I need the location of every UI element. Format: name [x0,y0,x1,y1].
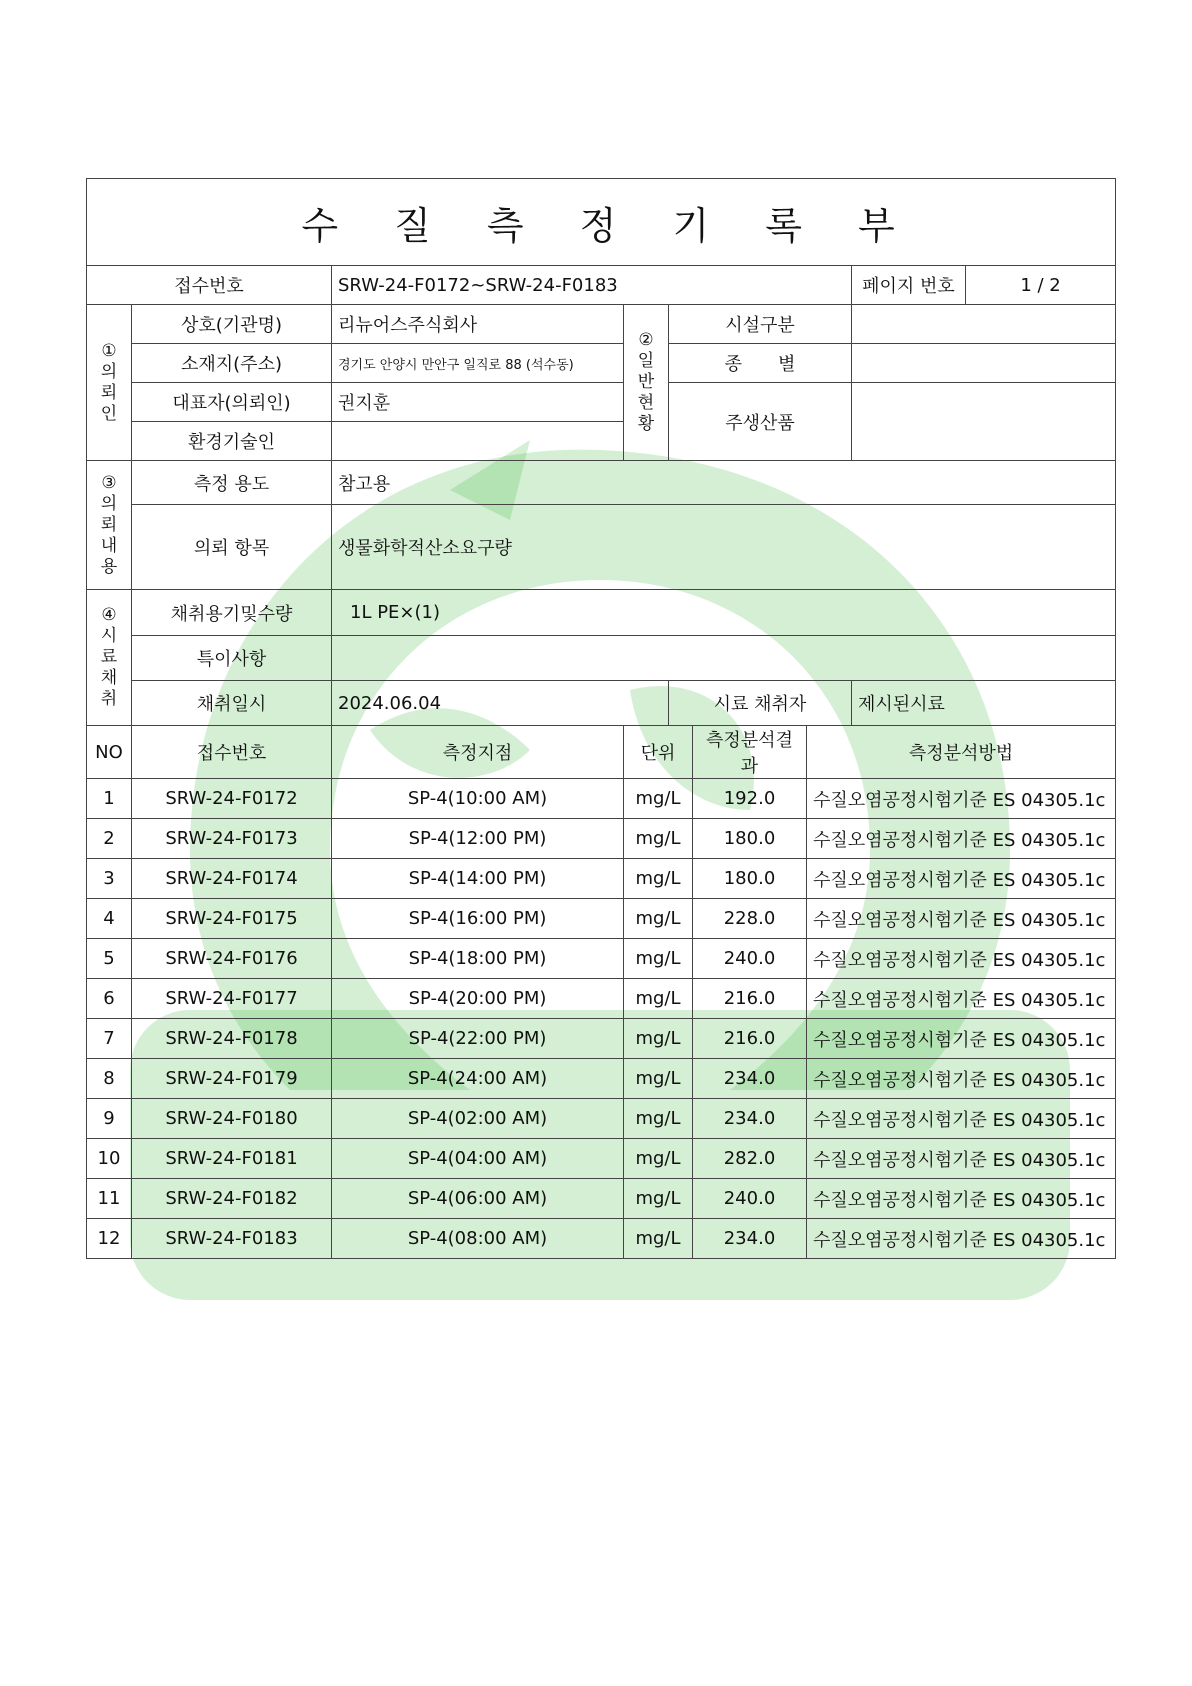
row-receipt-number: SRW-24-F0172 [132,779,332,819]
row-result: 192.0 [693,779,807,819]
row-result: 180.0 [693,819,807,859]
row-measuring-point: SP-4(12:00 PM) [332,819,624,859]
document-title: 수 질 측 정 기 록 부 [87,179,1116,266]
address-label: 소재지(주소) [132,344,332,383]
container-value: 1L PE×(1) [332,590,1116,636]
client-section-label: ① 의 뢰 인 [87,305,132,461]
table-row [87,1219,1116,1259]
row-result: 240.0 [693,939,807,979]
row-method: 수질오염공정시험기준 ES 04305.1c [807,779,1116,819]
row-measuring-point: SP-4(20:00 PM) [332,979,624,1019]
row-method: 수질오염공정시험기준 ES 04305.1c [807,979,1116,1019]
request-item-value: 생물화학적산소요구량 [332,505,1116,590]
row-measuring-point: SP-4(06:00 AM) [332,1179,624,1219]
row-receipt-number: SRW-24-F0176 [132,939,332,979]
sampler-value: 제시된시료 [852,681,1116,726]
row-unit: mg/L [624,1219,693,1259]
row-no: 3 [87,859,132,899]
row-method: 수질오염공정시험기준 ES 04305.1c [807,1139,1116,1179]
table-row [87,1179,1116,1219]
category-value [852,344,1116,383]
table-row [87,1139,1116,1179]
row-measuring-point: SP-4(14:00 PM) [332,859,624,899]
row-result: 234.0 [693,1219,807,1259]
receipt-number-label: 접수번호 [87,266,332,305]
row-measuring-point: SP-4(18:00 PM) [332,939,624,979]
row-result: 180.0 [693,859,807,899]
header-receipt-number: 접수번호 [132,726,332,779]
row-no: 10 [87,1139,132,1179]
table-row [87,819,1116,859]
row-result: 240.0 [693,1179,807,1219]
row-no: 6 [87,979,132,1019]
header-result: 측정분석결과 [693,726,807,779]
row-no: 1 [87,779,132,819]
row-unit: mg/L [624,779,693,819]
facility-type-label: 시설구분 [669,305,852,344]
row-receipt-number: SRW-24-F0182 [132,1179,332,1219]
notes-value [332,636,1116,681]
row-method: 수질오염공정시험기준 ES 04305.1c [807,1179,1116,1219]
row-unit: mg/L [624,1179,693,1219]
row-result: 228.0 [693,899,807,939]
row-receipt-number: SRW-24-F0178 [132,1019,332,1059]
main-product-label: 주생산품 [669,383,852,461]
table-row [87,899,1116,939]
row-method: 수질오염공정시험기준 ES 04305.1c [807,939,1116,979]
purpose-value: 참고용 [332,461,1116,505]
header-measuring-point: 측정지점 [332,726,624,779]
general-section-label: ② 일 반 현 황 [624,305,669,461]
receipt-number-value: SRW-24-F0172~SRW-24-F0183 [332,266,852,305]
row-unit: mg/L [624,939,693,979]
row-measuring-point: SP-4(22:00 PM) [332,1019,624,1059]
representative-label: 대표자(의뢰인) [132,383,332,422]
header-method: 측정분석방법 [807,726,1116,779]
row-method: 수질오염공정시험기준 ES 04305.1c [807,819,1116,859]
row-unit: mg/L [624,1059,693,1099]
results-table [86,725,1116,1259]
page-number-value: 1 / 2 [966,266,1116,305]
row-measuring-point: SP-4(04:00 AM) [332,1139,624,1179]
measurement-record-sheet [86,178,1115,1259]
row-unit: mg/L [624,1019,693,1059]
row-receipt-number: SRW-24-F0174 [132,859,332,899]
row-unit: mg/L [624,899,693,939]
table-row [87,1099,1116,1139]
table-row [87,1019,1116,1059]
row-no: 4 [87,899,132,939]
row-measuring-point: SP-4(08:00 AM) [332,1219,624,1259]
row-receipt-number: SRW-24-F0183 [132,1219,332,1259]
row-result: 234.0 [693,1059,807,1099]
sampling-date-value: 2024.06.04 [332,681,669,726]
row-receipt-number: SRW-24-F0177 [132,979,332,1019]
row-unit: mg/L [624,1099,693,1139]
header-unit: 단위 [624,726,693,779]
row-method: 수질오염공정시험기준 ES 04305.1c [807,1019,1116,1059]
address-value: 경기도 안양시 만안구 일직로 88 (석수동) [332,344,624,383]
table-row [87,1059,1116,1099]
row-measuring-point: SP-4(24:00 AM) [332,1059,624,1099]
facility-type-value [852,305,1116,344]
row-method: 수질오염공정시험기준 ES 04305.1c [807,899,1116,939]
results-body [87,779,1116,1259]
row-measuring-point: SP-4(02:00 AM) [332,1099,624,1139]
container-label: 채취용기및수량 [132,590,332,636]
row-no: 5 [87,939,132,979]
table-row [87,779,1116,819]
row-no: 8 [87,1059,132,1099]
sampling-section-label: ④ 시 료 채 취 [87,590,132,726]
row-result: 216.0 [693,1019,807,1059]
row-no: 7 [87,1019,132,1059]
row-method: 수질오염공정시험기준 ES 04305.1c [807,1219,1116,1259]
request-section-label: ③ 의 뢰 내 용 [87,461,132,590]
table-row [87,979,1116,1019]
row-method: 수질오염공정시험기준 ES 04305.1c [807,859,1116,899]
purpose-label: 측정 용도 [132,461,332,505]
env-engineer-label: 환경기술인 [132,422,332,461]
representative-value: 권지훈 [332,383,624,422]
row-no: 11 [87,1179,132,1219]
row-unit: mg/L [624,979,693,1019]
row-unit: mg/L [624,859,693,899]
row-measuring-point: SP-4(16:00 PM) [332,899,624,939]
row-receipt-number: SRW-24-F0181 [132,1139,332,1179]
row-receipt-number: SRW-24-F0173 [132,819,332,859]
table-row [87,939,1116,979]
table-row [87,859,1116,899]
row-method: 수질오염공정시험기준 ES 04305.1c [807,1059,1116,1099]
row-receipt-number: SRW-24-F0175 [132,899,332,939]
row-unit: mg/L [624,1139,693,1179]
sampler-label: 시료 채취자 [669,681,852,726]
main-product-value [852,383,1116,461]
header-no: NO [87,726,132,779]
row-method: 수질오염공정시험기준 ES 04305.1c [807,1099,1116,1139]
category-label: 종 별 [669,344,852,383]
record-table [86,178,1116,726]
request-item-label: 의뢰 항목 [132,505,332,590]
row-result: 234.0 [693,1099,807,1139]
row-receipt-number: SRW-24-F0180 [132,1099,332,1139]
row-no: 9 [87,1099,132,1139]
company-name-value: 리뉴어스주식회사 [332,305,624,344]
row-no: 12 [87,1219,132,1259]
sampling-date-label: 채취일시 [132,681,332,726]
row-result: 216.0 [693,979,807,1019]
row-no: 2 [87,819,132,859]
row-measuring-point: SP-4(10:00 AM) [332,779,624,819]
row-unit: mg/L [624,819,693,859]
row-result: 282.0 [693,1139,807,1179]
env-engineer-value [332,422,624,461]
notes-label: 특이사항 [132,636,332,681]
page-number-label: 페이지 번호 [852,266,966,305]
company-name-label: 상호(기관명) [132,305,332,344]
row-receipt-number: SRW-24-F0179 [132,1059,332,1099]
